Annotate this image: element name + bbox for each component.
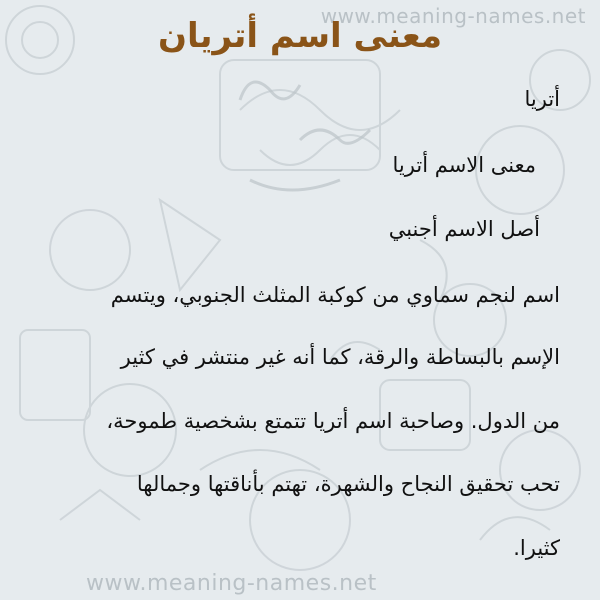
watermark-bottom: www.meaning-names.net bbox=[86, 571, 377, 596]
name-line: أتريا bbox=[524, 87, 560, 111]
description-line: تحب تحقيق النجاح والشهرة، تهتم بأناقتها وجمالها bbox=[136, 472, 560, 496]
description-line: من الدول. وصاحبة اسم أتريا تتمتع بشخصية طموحة، bbox=[106, 409, 560, 433]
origin-line: أصل الاسم أجنبي bbox=[388, 217, 540, 241]
description-line: الإسم بالبساطة والرقة، كما أنه غير منتشر في كثير bbox=[120, 345, 560, 369]
meaning-heading: معنى الاسم أتريا bbox=[392, 153, 536, 177]
watermark-top: www.meaning-names.net bbox=[320, 4, 586, 28]
page-title: معنى اسم أتريان bbox=[157, 16, 443, 56]
description-line: اسم لنجم سماوي من كوكبة المثلث الجنوبي، ويتسم bbox=[110, 283, 560, 307]
description-line: كثيرا. bbox=[513, 536, 560, 560]
